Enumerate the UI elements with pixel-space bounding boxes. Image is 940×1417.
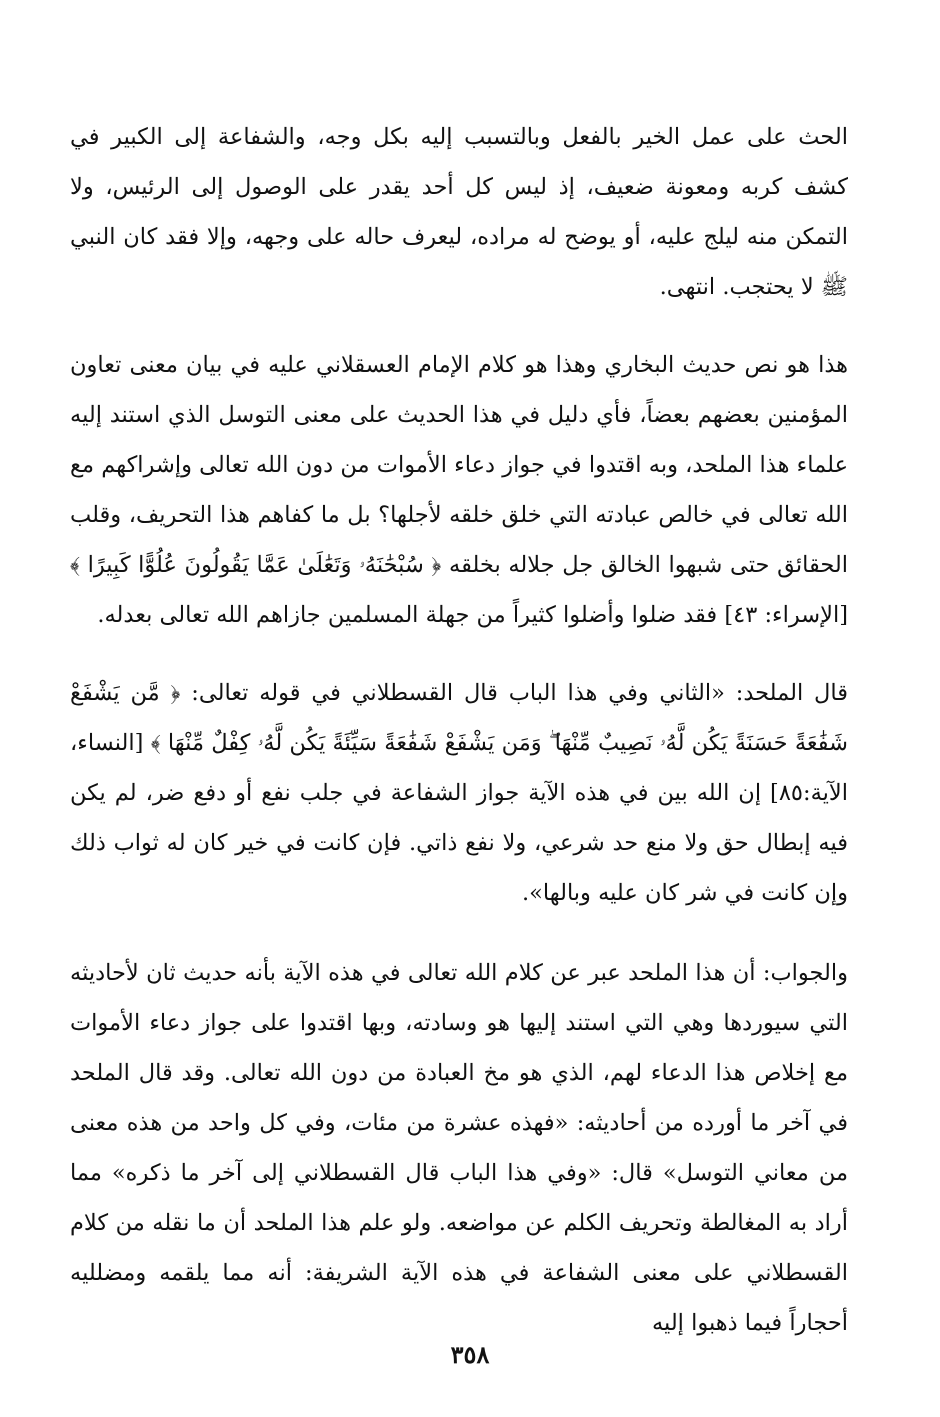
page-body (70, 112, 848, 1348)
paragraph-2: هذا هو نص حديث البخاري وهذا هو كلام الإمام العسقلاني عليه في بيان معنى تعاون المؤمنين بعضهم بعضاً، فأي دليل في هذا الحديث على معنى التوسل الذي استند إليه علماء هذا الملحد، وبه اقتدوا في جواز دعاء الأموات من دون الله تعالى وإشراكهم مع الله تعالى في خالص عبادته التي خلق خلقه لأجلها؟ بل ما كفاهم هذا التحريف، وقلب الحقائق حتى شبهوا الخالق جل جلاله بخلقه ﴿ سُبْحَٰنَهُۥ وَتَعَٰلَىٰ عَمَّا يَقُولُونَ عُلُوًّا كَبِيرًا ﴾ [الإسراء: ٤٣] فقد ضلوا وأضلوا كثيراً من جهلة المسلمين جازاهم الله تعالى بعدله. (70, 352, 848, 628)
paragraph-1: الحث على عمل الخير بالفعل وبالتسبب إليه بكل وجه، والشفاعة إلى الكبير في كشف كربه ومعونة ضعيف، إذ ليس كل أحد يقدر على الوصول إلى الرئيس، ولا التمكن منه ليلج عليه، أو يوضح له مراده، ليعرف حاله على وجهه، وإلا فقد كان النبي ﷺ لا يحتجب. انتهى. (70, 124, 848, 300)
page-number: ٣٥٨ (450, 1340, 490, 1369)
paragraph-3: قال الملحد: «الثاني وفي هذا الباب قال القسطلاني في قوله تعالى: ﴿ مَّن يَشْفَعْ شَفَٰعَةً حَسَنَةً يَكُن لَّهُۥ نَصِيبٌ مِّنْهَا ۖ وَمَن يَشْفَعْ شَفَٰعَةً سَيِّئَةً يَكُن لَّهُۥ كِفْلٌ مِّنْهَا ﴾ [النساء، الآية:٨٥] إن الله بين في هذه الآية جواز الشفاعة في جلب نفع أو دفع ضر، لم يكن فيه إبطال حق ولا منع حد شرعي، ولا نفع ذاتي. فإن كانت في خير كان له ثواب ذلك وإن كانت في شر كان عليه وبالها». (70, 680, 848, 906)
paragraph-4: والجواب: أن هذا الملحد عبر عن كلام الله تعالى في هذه الآية بأنه حديث ثان لأحاديثه التي سيوردها وهي التي استند إليها هو وسادته، وبها اقتدوا على جواز دعاء الأموات مع إخلاص هذا الدعاء لهم، الذي هو مخ العبادة من دون الله تعالى. وقد قال الملحد في آخر ما أورده من أحاديثه: «فهذه عشرة من مئات، وفي كل واحد من هذه معنى من معاني التوسل» قال: «وفي هذا الباب قال القسطلاني إلى آخر ما ذكره» مما أراد به المغالطة وتحريف الكلم عن مواضعه. ولو علم هذا الملحد أن ما نقله من كلام القسطلاني على معنى الشفاعة في هذه الآية الشريفة: أنه مما يلقمه ومضلليه أحجاراً فيما ذهبوا إليه (70, 960, 849, 1336)
